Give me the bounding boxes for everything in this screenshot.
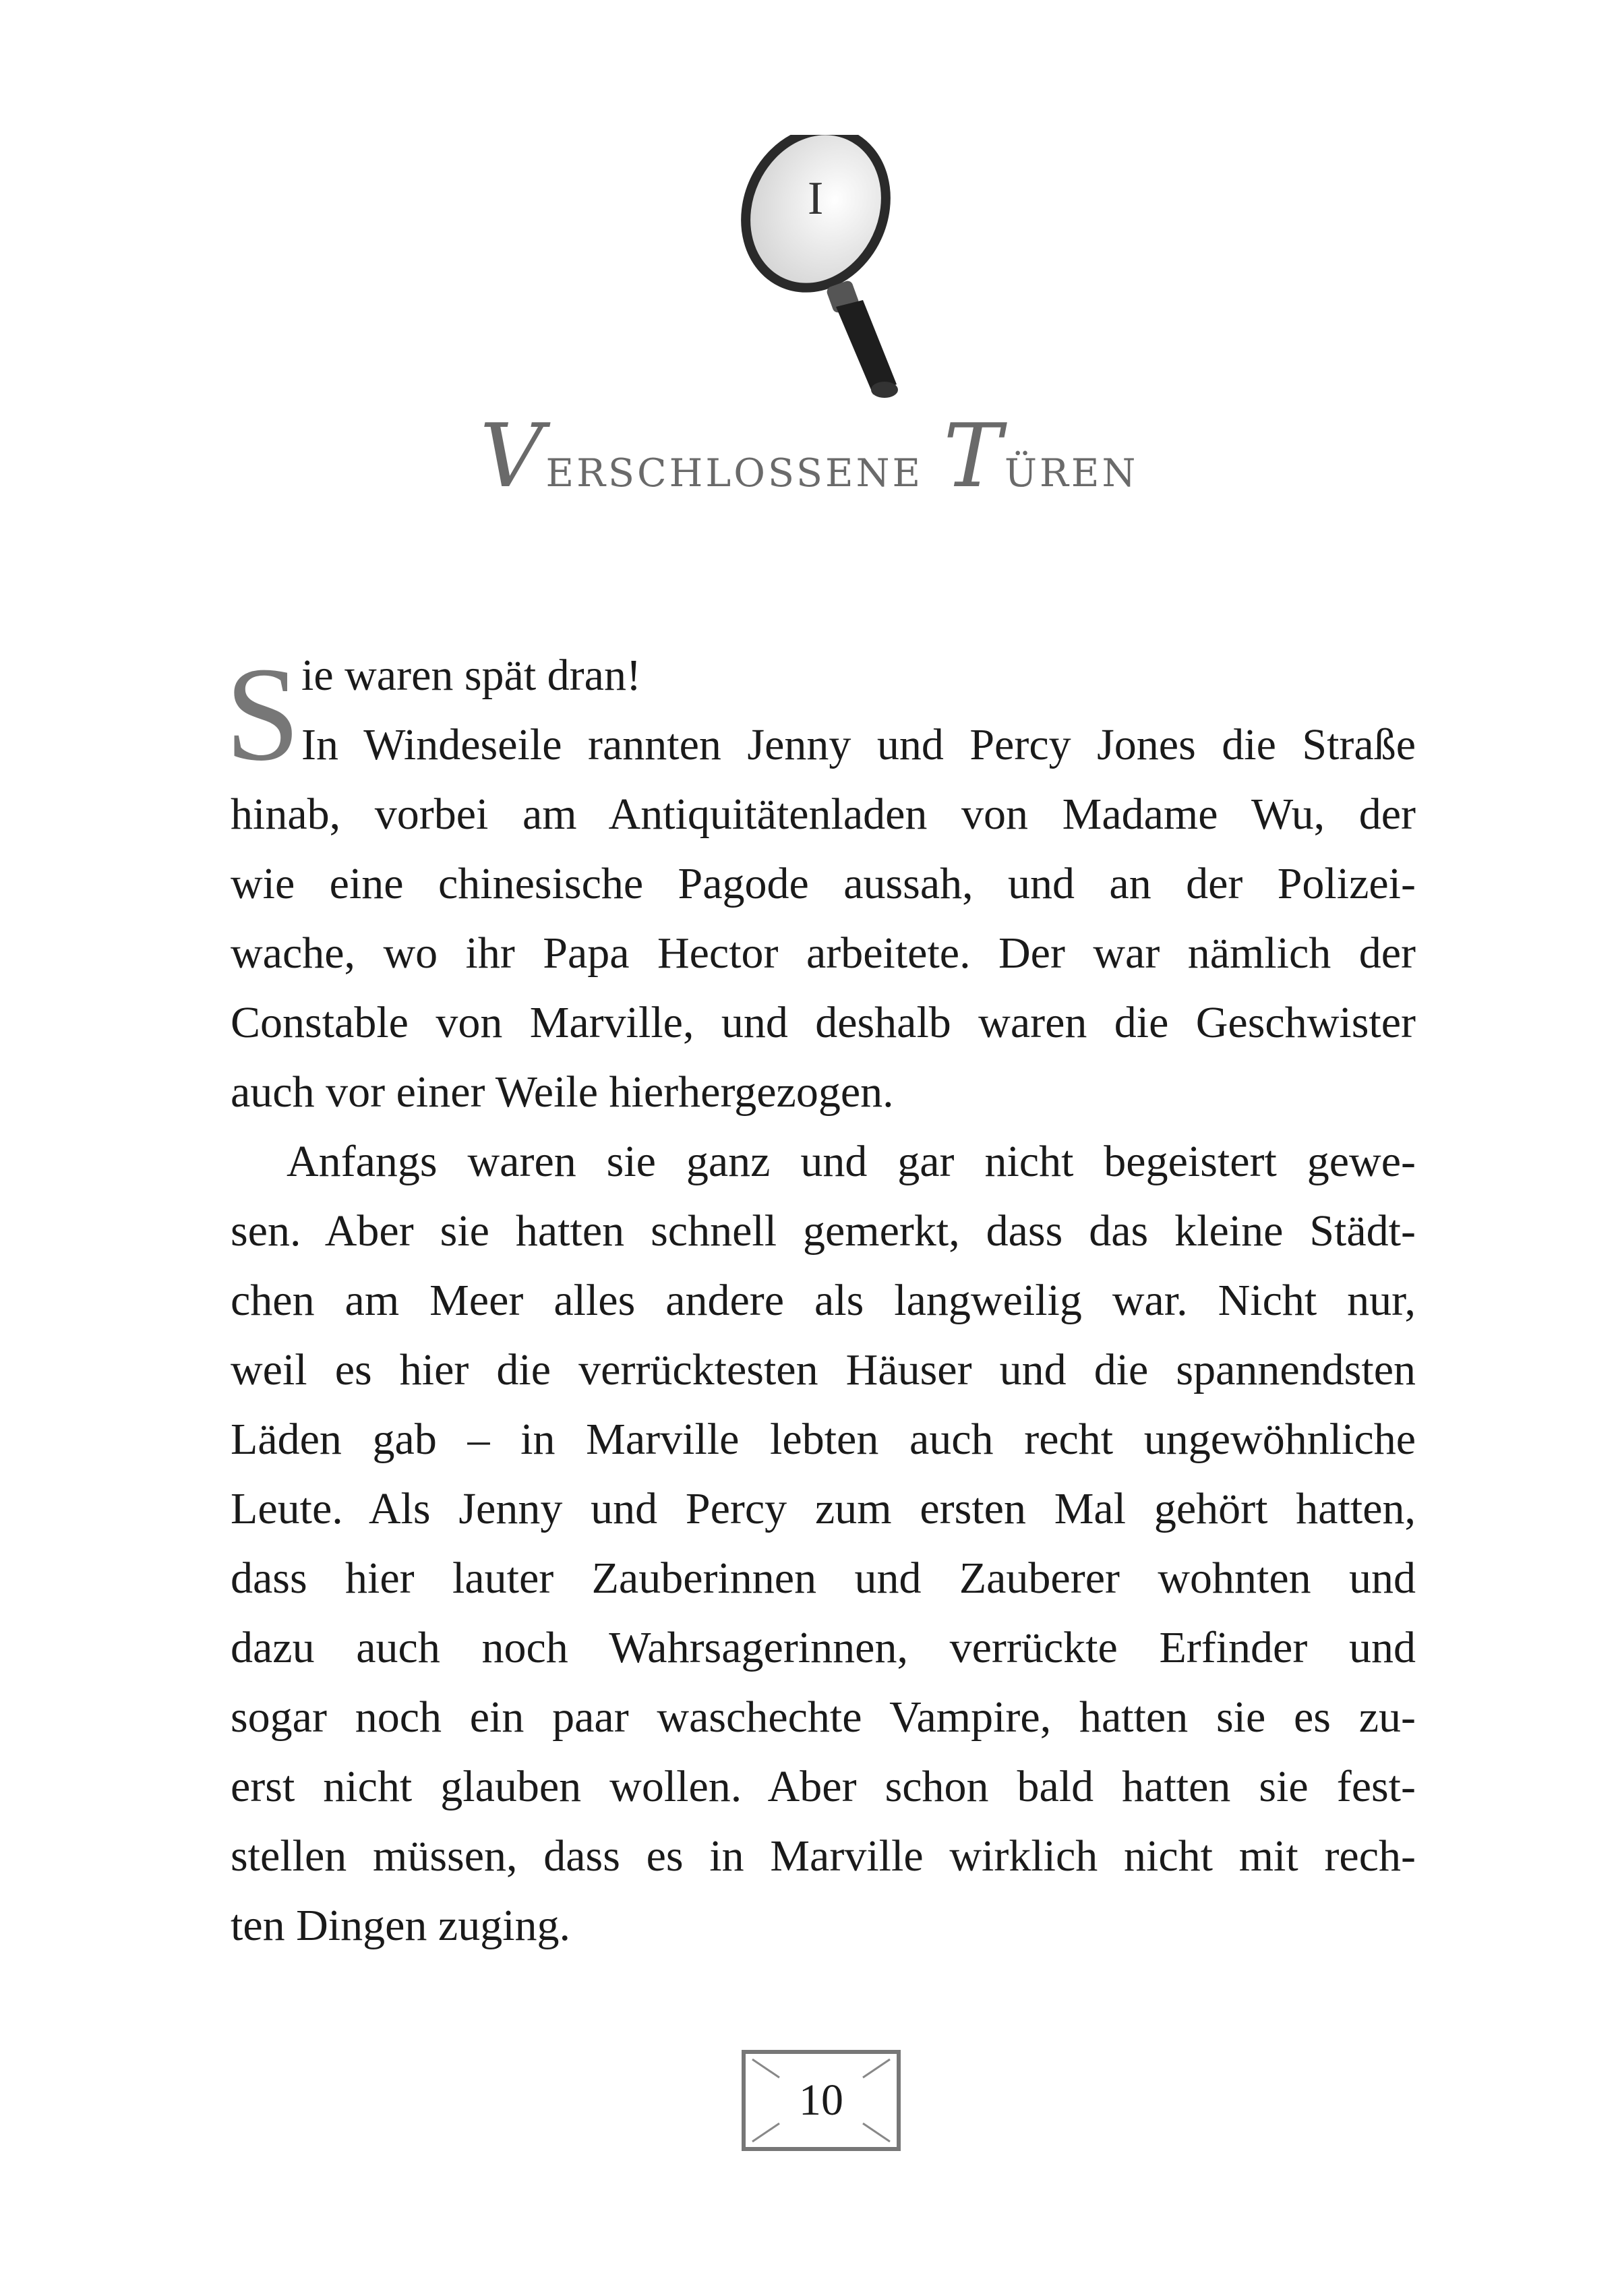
text-line: ten Dingen zuging. [231, 1901, 571, 1950]
chapter-number: I [808, 173, 824, 225]
text-line: weil es hier die verrücktesten Häuser und die spannendsten [231, 1345, 1416, 1394]
title-initial: T [943, 405, 1005, 507]
title-initial: V [479, 405, 546, 507]
text-line: ie waren spät dran! [301, 651, 641, 700]
text-line: auch vor einer Weile hierhergezogen. [231, 1067, 894, 1117]
text-line: dass hier lauter Zauberinnen und Zauberer wohnten und [231, 1554, 1416, 1603]
magnifying-glass-illustration [728, 135, 944, 405]
text-line: hinab, vorbei am Antiquitätenladen von Madame Wu, der [231, 790, 1416, 839]
title-word: erschlossene [545, 436, 924, 500]
paragraph [231, 1127, 1416, 1960]
drop-cap: S [225, 640, 301, 789]
text-line: chen am Meer alles andere als langweilig war. Nicht nur, [231, 1276, 1416, 1325]
page-number: 10 [799, 2076, 843, 2125]
text-line: In Windeseile rannten Jenny und Percy Jones die Straße [301, 720, 1416, 769]
text-line: Leute. Als Jenny und Percy zum ersten Mal gehört hatten, [231, 1484, 1416, 1533]
chapter-title [0, 405, 1618, 507]
magnifying-glass-icon [728, 135, 944, 405]
text-line: stellen müssen, dass es in Marville wirklich nicht mit rech- [231, 1831, 1416, 1881]
title-word: üren [1004, 436, 1139, 500]
text-line: Constable von Marville, und deshalb waren die Geschwister [231, 998, 1416, 1047]
text-line: erst nicht glauben wollen. Aber schon bald hatten sie fest- [231, 1762, 1416, 1811]
page-number-frame [742, 2050, 901, 2151]
chapter-text [225, 640, 1416, 1960]
text-line: Anfangs waren sie ganz und gar nicht begeistert gewe- [287, 1137, 1416, 1186]
text-line: wie eine chinesische Pagode aussah, und an der Polizei- [231, 859, 1416, 908]
text-line: sen. Aber sie hatten schnell gemerkt, dass das kleine Städt- [231, 1206, 1416, 1256]
text-line: dazu auch noch Wahrsagerinnen, verrückte Erfinder und [231, 1623, 1416, 1672]
text-line: Läden gab – in Marville lebten auch recht ungewöhnliche [231, 1415, 1416, 1464]
text-line: wache, wo ihr Papa Hector arbeitete. Der war nämlich der [231, 929, 1416, 978]
paragraph [231, 641, 1416, 1127]
text-line: sogar noch ein paar waschechte Vampire, hatten sie es zu- [231, 1692, 1416, 1742]
